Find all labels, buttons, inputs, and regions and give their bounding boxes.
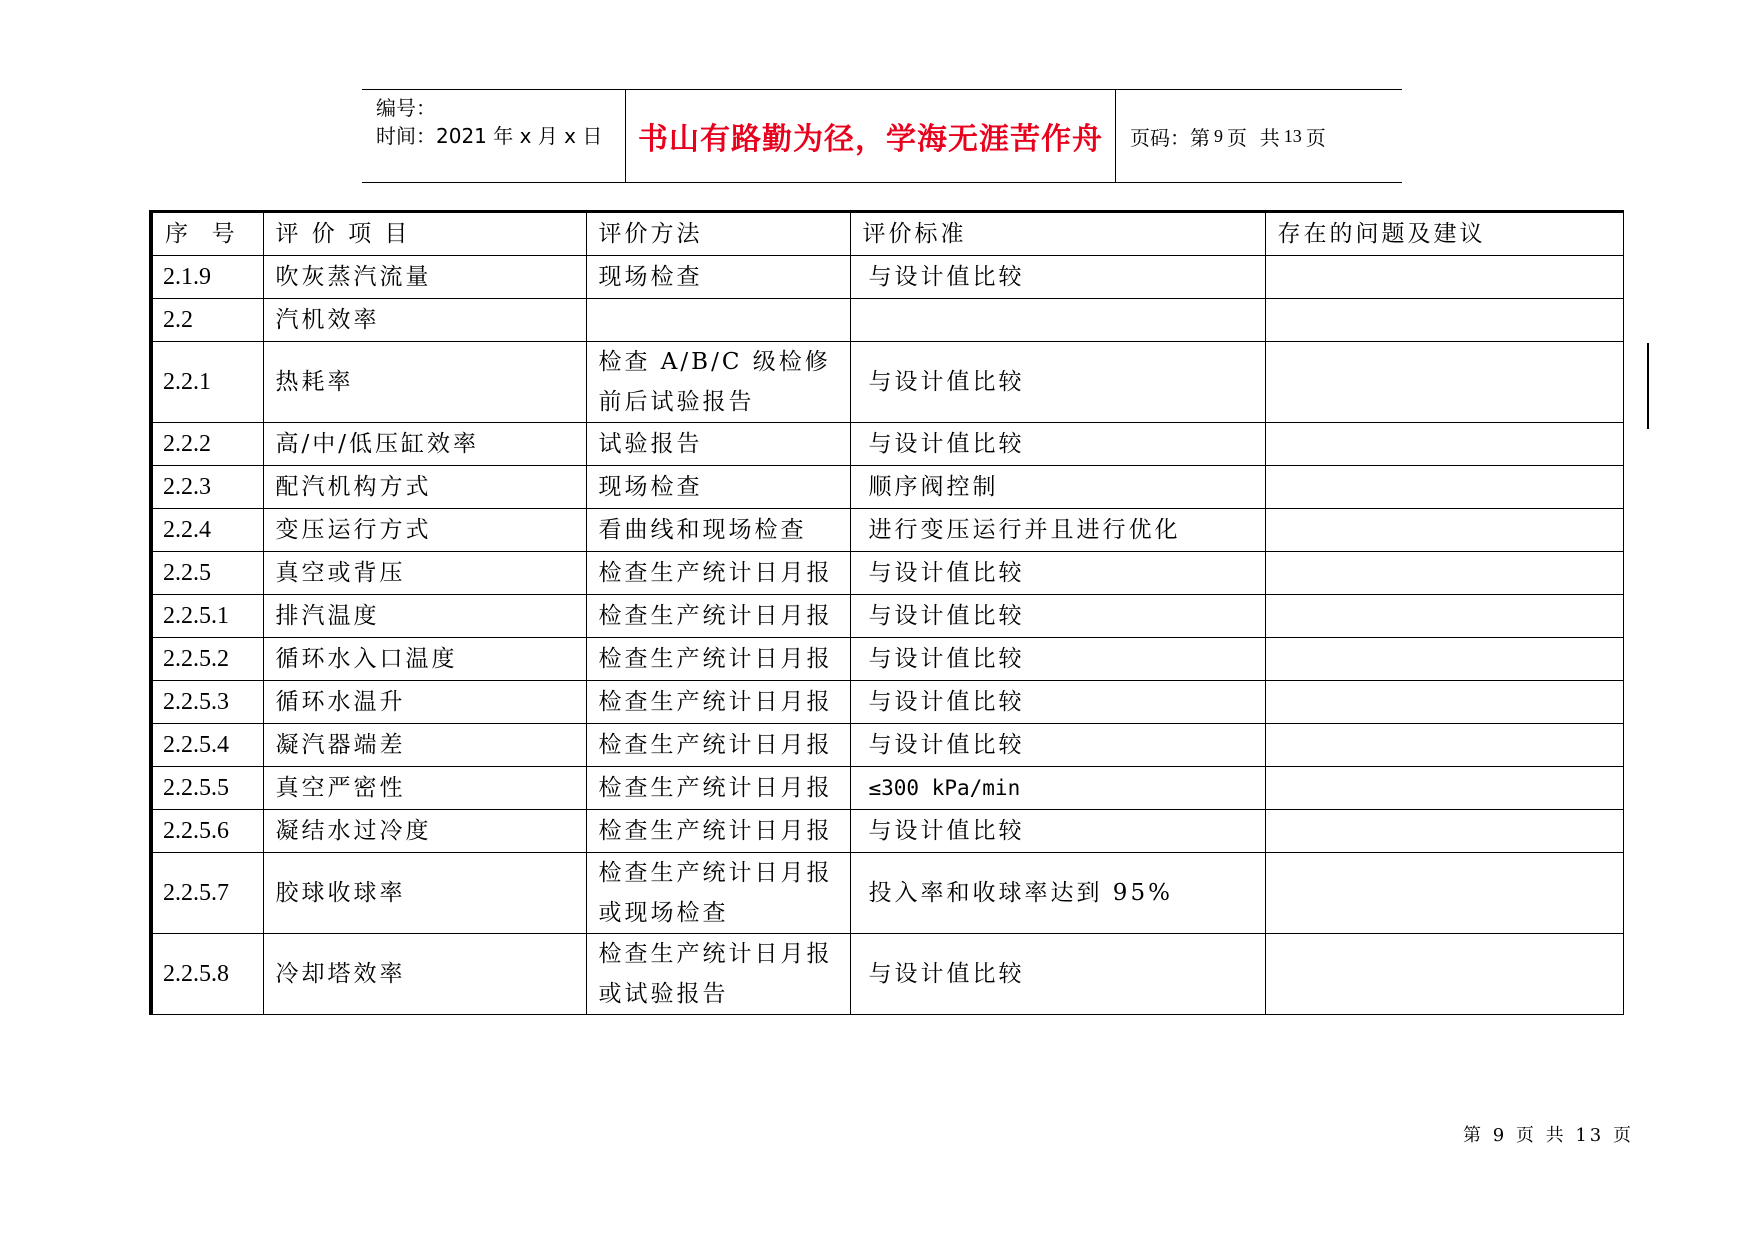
- page-current: 9: [1214, 125, 1223, 146]
- row-item: 真空严密性: [263, 767, 586, 810]
- row-standard: 与设计值比较: [850, 724, 1265, 767]
- row-item: 凝汽器端差: [263, 724, 586, 767]
- time-label: 时间：2021 年 x 月 x 日: [376, 124, 603, 148]
- table-row: [151, 299, 1623, 342]
- row-method: 检查生产统计日月报或现场检查: [586, 853, 850, 934]
- row-issue: [1265, 466, 1623, 509]
- row-item: 循环水入口温度: [263, 638, 586, 681]
- row-no: 2.2.2: [151, 423, 263, 466]
- table-row: [151, 638, 1623, 681]
- row-method: [586, 299, 850, 342]
- row-no: 2.2.5.7: [151, 853, 263, 934]
- row-issue: [1265, 509, 1623, 552]
- row-item: 排汽温度: [263, 595, 586, 638]
- row-no: 2.2.5.5: [151, 767, 263, 810]
- table-row: [151, 681, 1623, 724]
- evaluation-table: [149, 210, 1624, 1015]
- row-method: 检查生产统计日月报或试验报告: [586, 934, 850, 1015]
- row-item: 汽机效率: [263, 299, 586, 342]
- header-standard: 评价标准: [850, 212, 1265, 256]
- row-item: 真空或背压: [263, 552, 586, 595]
- table-row: [151, 724, 1623, 767]
- row-standard: 与设计值比较: [850, 552, 1265, 595]
- row-issue: [1265, 810, 1623, 853]
- row-no: 2.2.5.1: [151, 595, 263, 638]
- row-method: 检查生产统计日月报: [586, 595, 850, 638]
- row-item: 热耗率: [263, 342, 586, 423]
- row-method: 检查生产统计日月报: [586, 810, 850, 853]
- table-row: [151, 342, 1623, 423]
- row-standard: [850, 299, 1265, 342]
- row-issue: [1265, 638, 1623, 681]
- row-issue: [1265, 595, 1623, 638]
- row-item: 冷却塔效率: [263, 934, 586, 1015]
- row-method: 检查生产统计日月报: [586, 681, 850, 724]
- table-row: [151, 466, 1623, 509]
- page-suffix: 页: [1305, 125, 1326, 150]
- row-item: 变压运行方式: [263, 509, 586, 552]
- table-header-row: [151, 212, 1623, 256]
- header-motto-cell: [626, 90, 1116, 182]
- row-no: 2.2.5.3: [151, 681, 263, 724]
- header-info-cell: [362, 90, 626, 182]
- table-row: [151, 423, 1623, 466]
- row-standard: ≤300 kPa/min: [850, 767, 1265, 810]
- page-footer: [1463, 1121, 1634, 1147]
- row-method: 检查生产统计日月报: [586, 552, 850, 595]
- row-issue: [1265, 256, 1623, 299]
- table-row: [151, 853, 1623, 934]
- row-no: 2.2.5.2: [151, 638, 263, 681]
- row-method: 试验报告: [586, 423, 850, 466]
- page-header: [362, 89, 1402, 183]
- row-standard: 进行变压运行并且进行优化: [850, 509, 1265, 552]
- table-row: [151, 552, 1623, 595]
- row-issue: [1265, 934, 1623, 1015]
- header-issue: 存在的问题及建议: [1265, 212, 1623, 256]
- header-no: 序 号: [151, 212, 263, 256]
- row-standard: 与设计值比较: [850, 342, 1265, 423]
- row-item: 胶球收球率: [263, 853, 586, 934]
- row-standard: 与设计值比较: [850, 423, 1265, 466]
- row-method: 现场检查: [586, 256, 850, 299]
- row-standard: 与设计值比较: [850, 681, 1265, 724]
- motto-text: 书山有路勤为径，学海无涯苦作舟: [638, 122, 1103, 157]
- table-row: [151, 810, 1623, 853]
- row-standard: 与设计值比较: [850, 638, 1265, 681]
- row-item: 高/中/低压缸效率: [263, 423, 586, 466]
- row-standard: 与设计值比较: [850, 810, 1265, 853]
- margin-marker-line: [1647, 343, 1649, 429]
- header-item: 评 价 项 目: [263, 212, 586, 256]
- row-method: 检查生产统计日月报: [586, 724, 850, 767]
- table-row: [151, 509, 1623, 552]
- row-no: 2.2.4: [151, 509, 263, 552]
- header-page-cell: [1116, 90, 1402, 182]
- row-no: 2.1.9: [151, 256, 263, 299]
- page-prefix: 页码：第: [1130, 125, 1210, 150]
- row-standard: 与设计值比较: [850, 595, 1265, 638]
- footer-page-number: 第 9 页 共 13 页: [1463, 1125, 1634, 1146]
- row-issue: [1265, 423, 1623, 466]
- table-row: [151, 595, 1623, 638]
- row-method: 现场检查: [586, 466, 850, 509]
- row-method: 看曲线和现场检查: [586, 509, 850, 552]
- row-method: 检查 A/B/C 级检修前后试验报告: [586, 342, 850, 423]
- row-issue: [1265, 853, 1623, 934]
- page-mid: 页 共: [1227, 125, 1280, 150]
- table-row: [151, 256, 1623, 299]
- row-standard: 与设计值比较: [850, 934, 1265, 1015]
- row-issue: [1265, 299, 1623, 342]
- row-standard: 投入率和收球率达到 95%: [850, 853, 1265, 934]
- row-no: 2.2.5.6: [151, 810, 263, 853]
- page-total: 13: [1283, 125, 1302, 146]
- row-item: 循环水温升: [263, 681, 586, 724]
- row-method: 检查生产统计日月报: [586, 638, 850, 681]
- row-no: 2.2.5.8: [151, 934, 263, 1015]
- row-item: 配汽机构方式: [263, 466, 586, 509]
- header-method: 评价方法: [586, 212, 850, 256]
- number-label: 编号：: [376, 96, 436, 120]
- row-standard: 与设计值比较: [850, 256, 1265, 299]
- row-no: 2.2.1: [151, 342, 263, 423]
- row-item: 凝结水过冷度: [263, 810, 586, 853]
- row-issue: [1265, 342, 1623, 423]
- row-issue: [1265, 767, 1623, 810]
- row-item: 吹灰蒸汽流量: [263, 256, 586, 299]
- row-no: 2.2: [151, 299, 263, 342]
- table-row: [151, 934, 1623, 1015]
- table-row: [151, 767, 1623, 810]
- row-issue: [1265, 552, 1623, 595]
- row-no: 2.2.5.4: [151, 724, 263, 767]
- row-no: 2.2.3: [151, 466, 263, 509]
- row-standard: 顺序阀控制: [850, 466, 1265, 509]
- row-method: 检查生产统计日月报: [586, 767, 850, 810]
- row-issue: [1265, 681, 1623, 724]
- row-issue: [1265, 724, 1623, 767]
- row-no: 2.2.5: [151, 552, 263, 595]
